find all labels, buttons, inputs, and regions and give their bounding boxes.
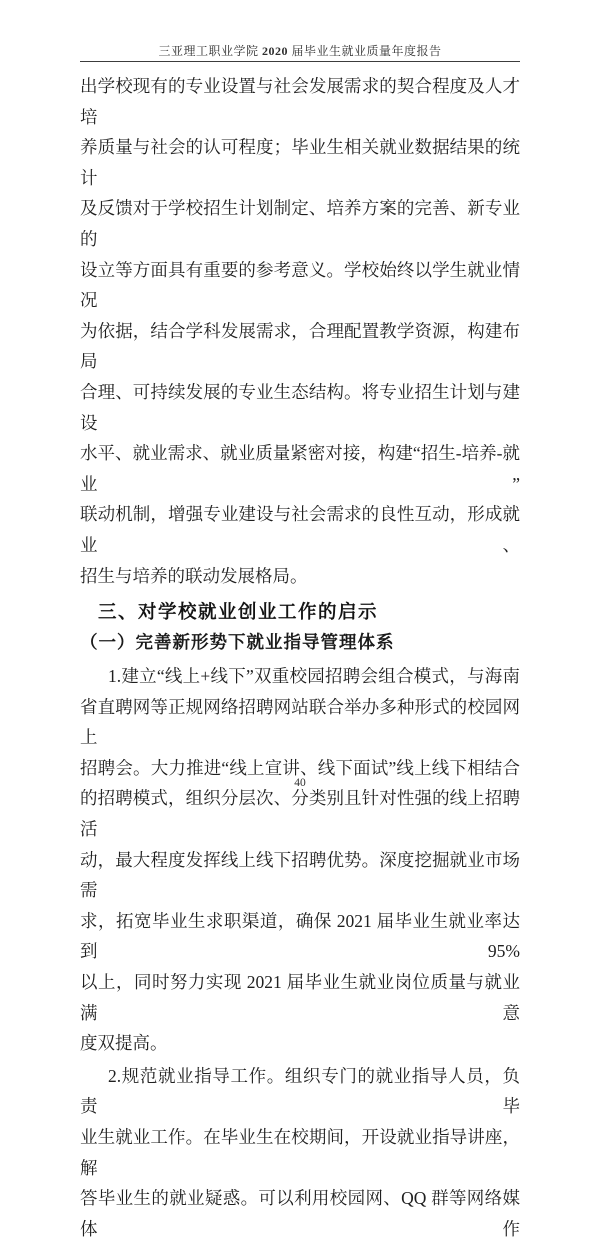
body-line: 联动机制，增强专业建设与社会需求的良性互动，形成就业、 (80, 504, 520, 555)
header-title-prefix: 三亚理工职业学院 (158, 44, 262, 58)
intro-paragraph (80, 71, 520, 591)
body-line: 求，拓宽毕业生求职渠道，确保 2021 届毕业生就业率达到 95% (80, 910, 520, 962)
body-line: 度双提高。 (80, 1033, 168, 1054)
body-line: 及反馈对于学校招生计划制定、培养方案的完善、新专业的 (80, 198, 520, 249)
page-body (80, 63, 520, 1244)
header-rule (80, 61, 520, 62)
body-line: 水平、就业需求、就业质量紧密对接，构建“招生-培养-就业” (80, 443, 520, 494)
paragraph-1 (80, 661, 520, 1059)
body-line: 招聘会。大力推进“线上宣讲、线下面试”线上线下相结合 (80, 757, 520, 778)
body-line: 答毕业生的就业疑惑。可以利用校园网、QQ 群等网络媒体作 (80, 1188, 520, 1239)
section-heading: 三、对学校就业创业工作的启示 (98, 601, 379, 623)
page-number: 40 (294, 777, 306, 789)
body-line: 为依据，结合学科发展需求，合理配置教学资源，构建布局 (80, 320, 520, 372)
subsection-heading: （一）完善新形势下就业指导管理体系 (80, 632, 395, 653)
body-line: 的招聘模式，组织分层次、分类别且针对性强的线上招聘活 (80, 788, 520, 840)
body-line: 出学校现有的专业设置与社会发展需求的契合程度及人才培 (80, 76, 520, 127)
paragraph-2 (80, 1061, 520, 1244)
body-line: 设立等方面具有重要的参考意义。学校始终以学生就业情况 (80, 259, 520, 311)
body-line: 招生与培养的联动发展格局。 (80, 565, 308, 586)
body-line: 业生就业工作。在毕业生在校期间，开设就业指导讲座，解 (80, 1127, 520, 1178)
body-line: 省直聘网等正规网络招聘网站联合举办多种形式的校园网上 (80, 696, 520, 748)
page-header (80, 42, 520, 59)
body-line: 以上，同时努力实现 2021 届毕业生就业岗位质量与就业满意 (80, 972, 520, 1023)
body-line: 2.规范就业指导工作。组织专门的就业指导人员，负责毕 (80, 1065, 520, 1117)
header-title-suffix: 届毕业生就业质量年度报告 (288, 44, 442, 58)
body-line: 合理、可持续发展的专业生态结构。将专业招生计划与建设 (80, 381, 520, 433)
body-line: 1.建立“线上+线下”双重校园招聘会组合模式，与海南 (108, 666, 520, 687)
body-line: 养质量与社会的认可程度；毕业生相关就业数据结果的统计 (80, 137, 520, 188)
header-title-year: 2020 (262, 44, 288, 58)
body-line: 动，最大程度发挥线上线下招聘优势。深度挖掘就业市场需 (80, 849, 520, 901)
